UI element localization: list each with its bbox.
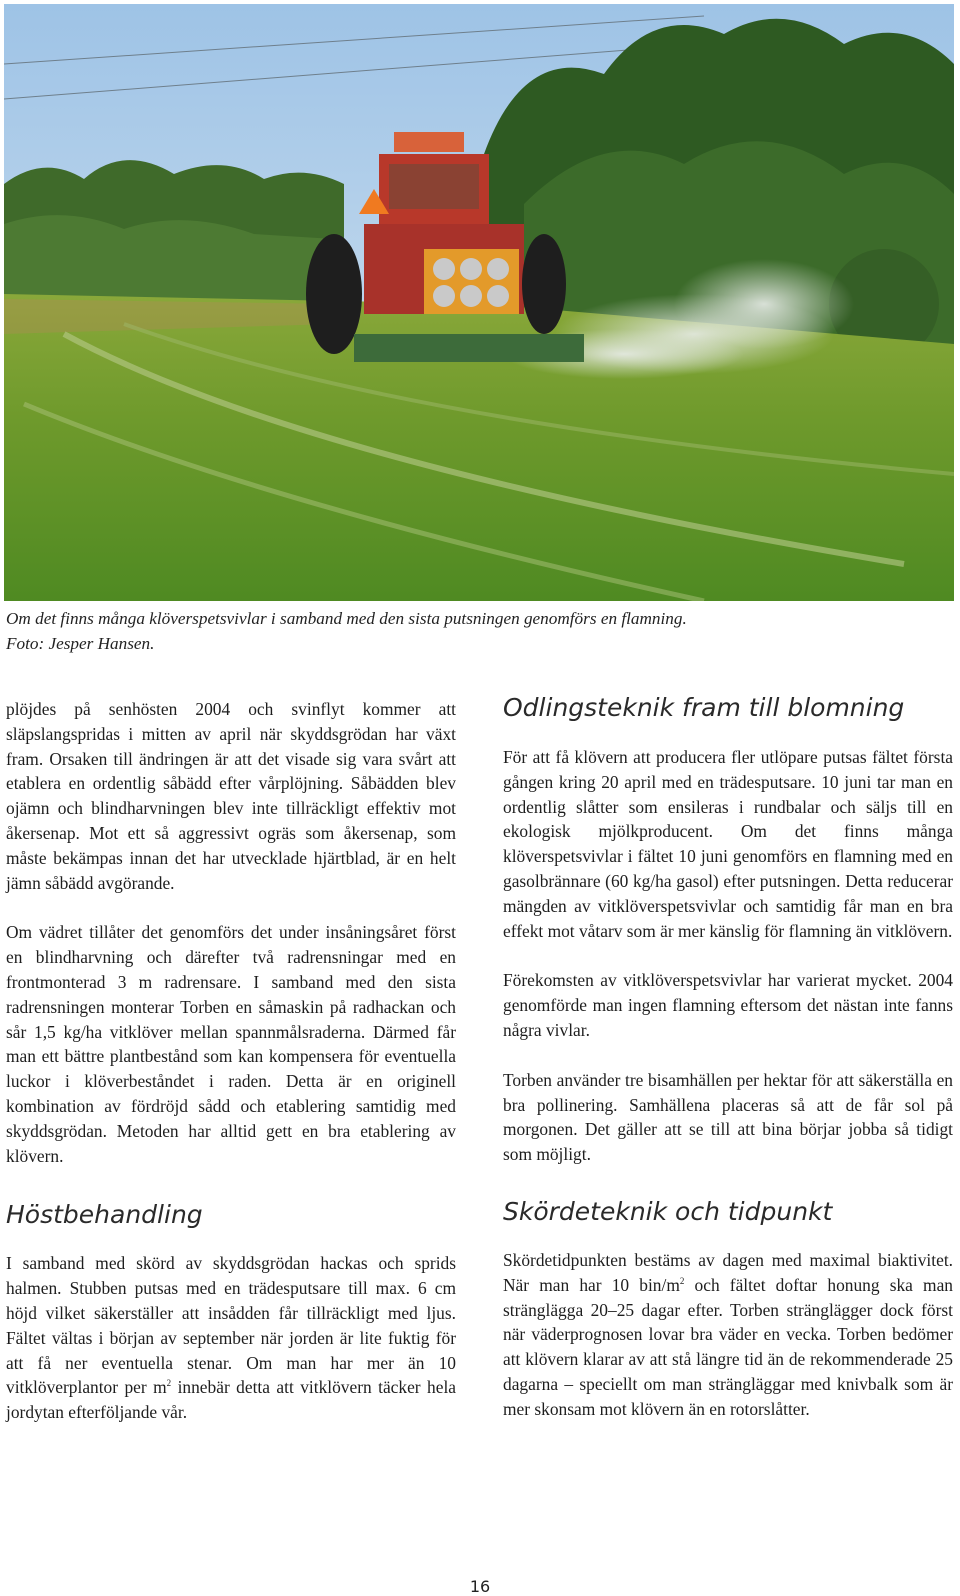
caption-line-2: Foto: Jesper Hansen. <box>6 634 155 653</box>
paragraph-text-tail: och fältet doftar honung ska man strängläggа 20–25 dagar efter. Torben stränglägger dock först när väderprognosen lovar bra väder en vecka. Torben bedömer att klövern klarar av att stå längre tid än de rekommenderade 25 dagarna – speciellt om man strängläggar med knivbalk som är mer skonsam mot klövern än en rotorslåtter. <box>503 1274 954 1419</box>
section-heading-odlingsteknik: Odlingsteknik fram till blomning <box>503 693 905 722</box>
paragraph: Om vädret tillåter det genomförs det under insåningsåret först en blindharvning och därefter två radrensningar med en frontmonterad 3 m radrensare. I samband med den sista radrensningen monterar Torben en såmaskin på radhackan och sår 1,5 kg/ha vitklöver mellan spannmålsraderna. Därmed får man ett bättre plantbestånd som kan kompensera för eventuella luckor i klöverbeståndet i raden. Detta är en originell kombination av fördröjd sådd och etablering samtidig med skyddsgrödan. Metoden har alltid gett en bra etablering av klövern. <box>6 922 456 1166</box>
caption-line-1: Om det finns många klöverspetsvivlar i samband med den sista putsningen genomförs en flamning. <box>6 609 687 628</box>
page-number: 16 <box>469 1577 491 1596</box>
right-column <box>503 693 953 1422</box>
superscript: 2 <box>166 1378 172 1389</box>
paragraph <box>503 1248 953 1422</box>
section-heading-hostbehandling: Höstbehandling <box>6 1200 203 1230</box>
left-column <box>6 697 456 1425</box>
field-photo <box>4 4 954 601</box>
paragraph: För att få klövern att producera fler utlöpare putsas fältet första gången kring 20 april med en trädesputsare. 10 juni tar man en ordentlig slåtter som ensileras i rundbalar och säljs till en ekologisk mjölkproducent. Om det finns många klöverspetsvivlar i fältet 10 juni genomförs en flamning med en gasolbrännare (60 kg/ha gasol) efter putsningen. Detta reducerar mängden av vitklöverspetsvivlar och samtidig får man en bra effekt mot våtarv som är mer känslig för flamning än vitklövern. <box>503 747 953 941</box>
paragraph <box>6 1251 456 1425</box>
paragraph-text: Skördetidpunkten bestäms av dagen med maximal biaktivitet. När man har 10 bin/m <box>503 1249 953 1295</box>
paragraph-text-tail: innebär detta att vitklövern täcker hela jordytan efterföljande vår. <box>6 1377 456 1423</box>
paragraph: Torben använder tre bisamhällen per hektar för att säkerställa en bra pollinering. Samhällena placeras så att de får sol på morgonen. Det gäller att se till att bina börjar jobba så tidigt som möjligt. <box>503 1069 953 1165</box>
superscript: 2 <box>679 1275 685 1286</box>
paragraph-text: I samband med skörd av skyddsgrödan hackas och sprids halmen. Stubben putsas med en trädesputsare till max. 6 cm höjd vilket säkerställer att insådden får tillräckligt med ljus. Fältet vältas i början av september när jorden är lite fuktig för att få ner eventuella stenar. Om man har mer än 10 vitklöverplantor per m <box>6 1253 456 1398</box>
paragraph: plöjdes på senhösten 2004 och svinflyt kommer att släpslangspridas i mitten av april när skyddsgrödan har växt fram. Orsaken till ändringen är att det visade sig vara svårt att etablera en ordentlig såbädd efter vårplöjning. Såbädden blev ojämn och blindharvningen blev inte tillräckligt effektiv mot åkersenap. Mot ett så aggressivt ogräs som åkersenap, som måste bekämpas innan det har utvecklade hjärtblad, är en helt jämn såbädd avgörande. <box>6 699 456 893</box>
figure-caption <box>6 606 946 656</box>
paragraph: Förekomsten av vitklöverspetsvivlar har varierat mycket. 2004 genomförde man ingen flamning eftersom det nästan inte fanns några vivlar. <box>503 970 953 1040</box>
section-heading-skordeteknik: Skördeteknik och tidpunkt <box>503 1196 833 1226</box>
